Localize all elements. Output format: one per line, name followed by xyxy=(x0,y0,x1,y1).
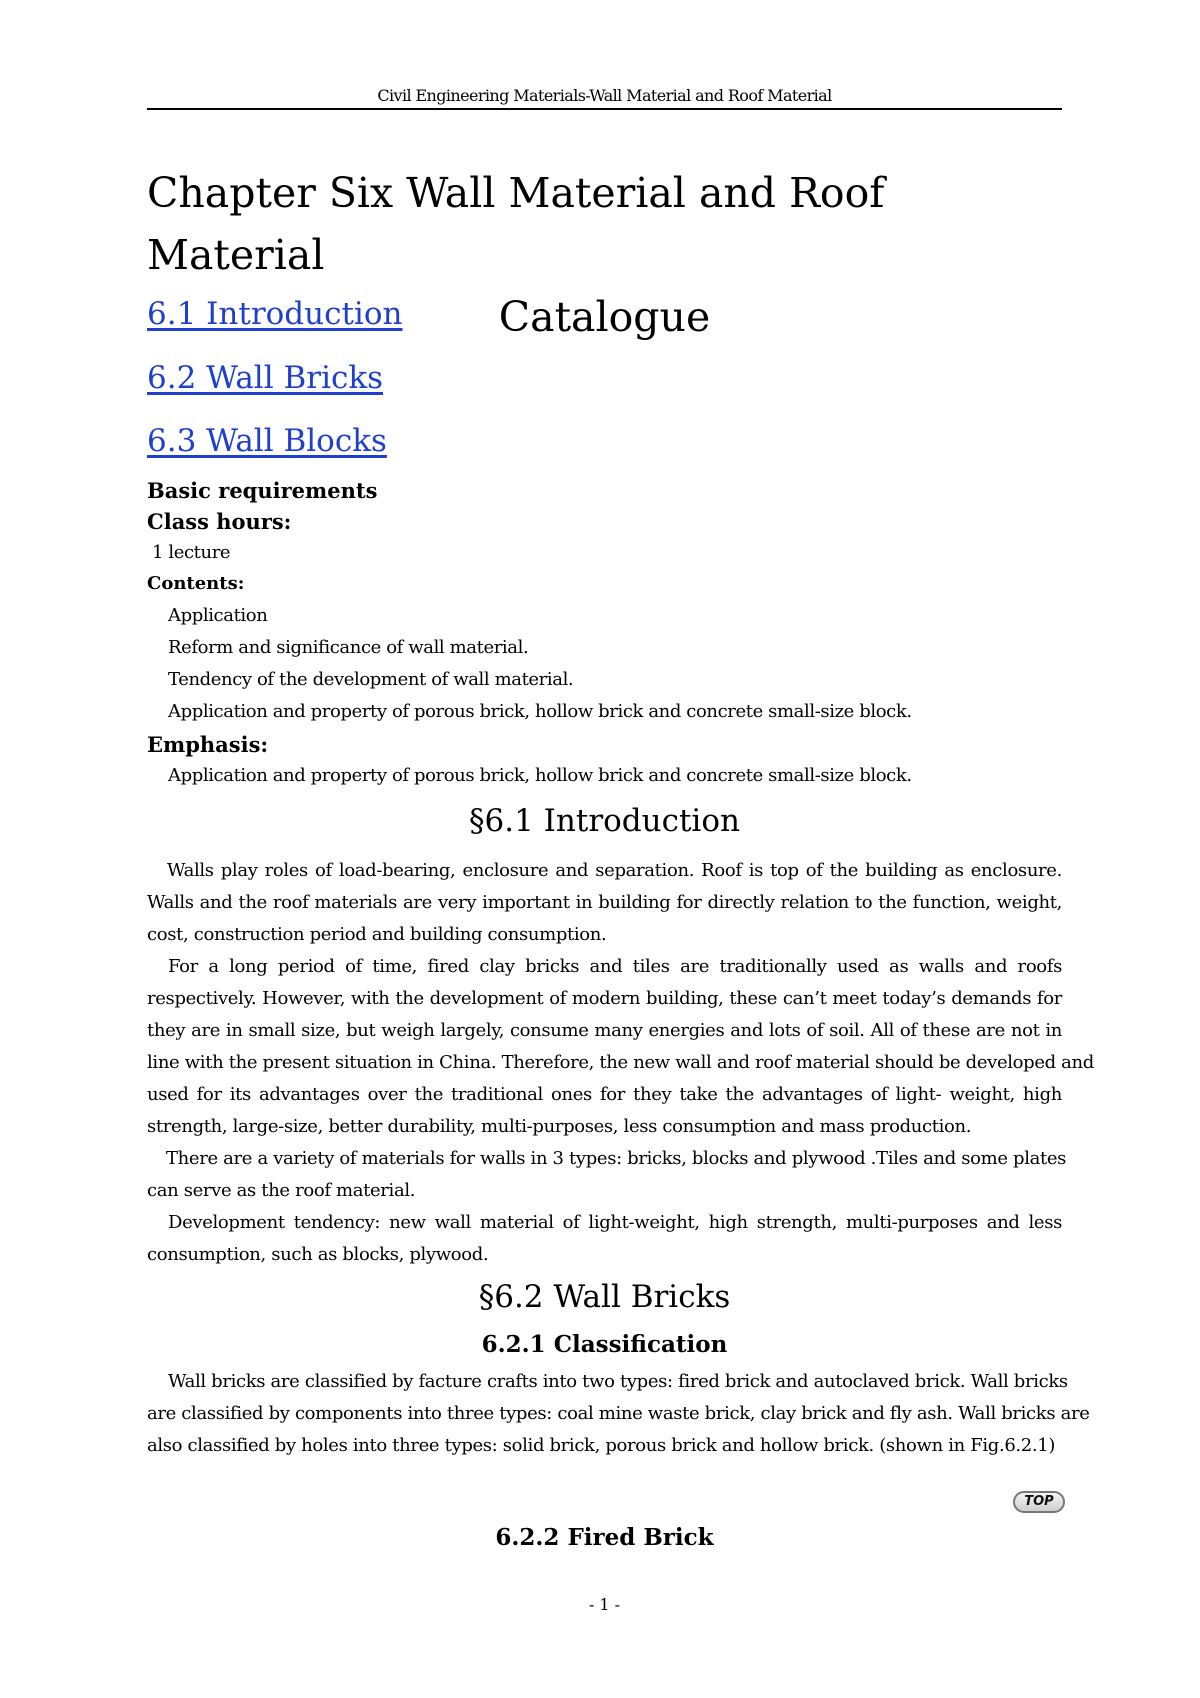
paragraph-line: strength, large-size, better durability, multi-purposes, less consumption and mass production. xyxy=(147,1116,972,1137)
paragraph-line: Wall bricks are classified by facture crafts into two types: fired brick and autoclaved brick. Wall bricks xyxy=(168,1371,1068,1392)
paragraph-line: they are in small size, but weigh largely, consume many energies and lots of soil. All of these are not in xyxy=(147,1020,1062,1041)
paragraph-line: can serve as the roof material. xyxy=(147,1180,416,1201)
paragraph xyxy=(147,951,1094,1143)
paragraph-line: line with the present situation in China. Therefore, the new wall and roof material should be developed and xyxy=(147,1052,1094,1073)
header-rule xyxy=(147,108,1062,110)
paragraph-line: There are a variety of materials for walls in 3 types: bricks, blocks and plywood .Tiles and some plates xyxy=(166,1148,1067,1169)
paragraph-line: Walls and the roof materials are very important in building for directly relation to the function, weight, xyxy=(147,892,1062,913)
contents-label: Contents: xyxy=(147,573,245,594)
page-number: - 1 - xyxy=(588,1595,621,1614)
section-heading-introduction: §6.1 Introduction xyxy=(469,803,740,839)
paragraph-line: Development tendency: new wall material of light-weight, high strength, multi-purposes and less xyxy=(168,1212,1062,1233)
class-hours-value: 1 lecture xyxy=(152,542,231,563)
emphasis-value: Application and property of porous brick, hollow brick and concrete small-size block. xyxy=(168,765,912,786)
subsection-heading-classification: 6.2.1 Classification xyxy=(481,1331,728,1358)
paragraph-line: respectively. However, with the development of modern building, these can’t meet today’s demands for xyxy=(147,988,1062,1009)
contents-item: Application xyxy=(168,605,268,626)
running-header: Civil Engineering Materials-Wall Material and Roof Material xyxy=(377,86,832,105)
toc-link-wall-bricks[interactable]: 6.2 Wall Bricks xyxy=(147,360,384,396)
subsection-heading-fired-brick: 6.2.2 Fired Brick xyxy=(495,1524,714,1551)
chapter-title-line1: Chapter Six Wall Material and Roof Material xyxy=(147,169,885,279)
basic-requirements-heading: Basic requirements xyxy=(147,478,378,503)
paragraph-line: also classified by holes into three types: solid brick, porous brick and hollow brick. (shown in Fig.6.2.1) xyxy=(147,1435,1056,1456)
paragraph-line: Walls play roles of load-bearing, enclosure and separation. Roof is top of the building as enclosure. xyxy=(167,860,1062,881)
paragraph-line: For a long period of time, fired clay bricks and tiles are traditionally used as walls and roofs xyxy=(168,956,1062,977)
toc-link-wall-blocks[interactable]: 6.3 Wall Blocks xyxy=(147,423,387,459)
paragraph xyxy=(147,1366,1090,1462)
paragraph xyxy=(147,1207,1062,1271)
paragraph-line: cost, construction period and building consumption. xyxy=(147,924,607,945)
section-heading-wall-bricks: §6.2 Wall Bricks xyxy=(478,1279,731,1315)
toc-link-introduction[interactable]: 6.1 Introduction xyxy=(147,296,403,332)
contents-item: Application and property of porous brick, hollow brick and concrete small-size block. xyxy=(168,701,912,722)
paragraph-line: consumption, such as blocks, plywood. xyxy=(147,1244,489,1265)
paragraph-line: used for its advantages over the traditional ones for they take the advantages of light- weight, high xyxy=(147,1084,1062,1105)
contents-item: Tendency of the development of wall material. xyxy=(168,669,574,690)
class-hours-label: Class hours: xyxy=(147,509,292,534)
chapter-title-line2: Catalogue xyxy=(498,293,711,341)
paragraph-line: are classified by components into three types: coal mine waste brick, clay brick and fly ash. Wall bricks are xyxy=(147,1403,1090,1424)
contents-item: Reform and significance of wall material. xyxy=(168,637,529,658)
paragraph xyxy=(147,855,1062,951)
paragraph xyxy=(147,1143,1067,1207)
emphasis-label: Emphasis: xyxy=(147,732,269,757)
top-button[interactable]: TOP xyxy=(1013,1491,1065,1513)
